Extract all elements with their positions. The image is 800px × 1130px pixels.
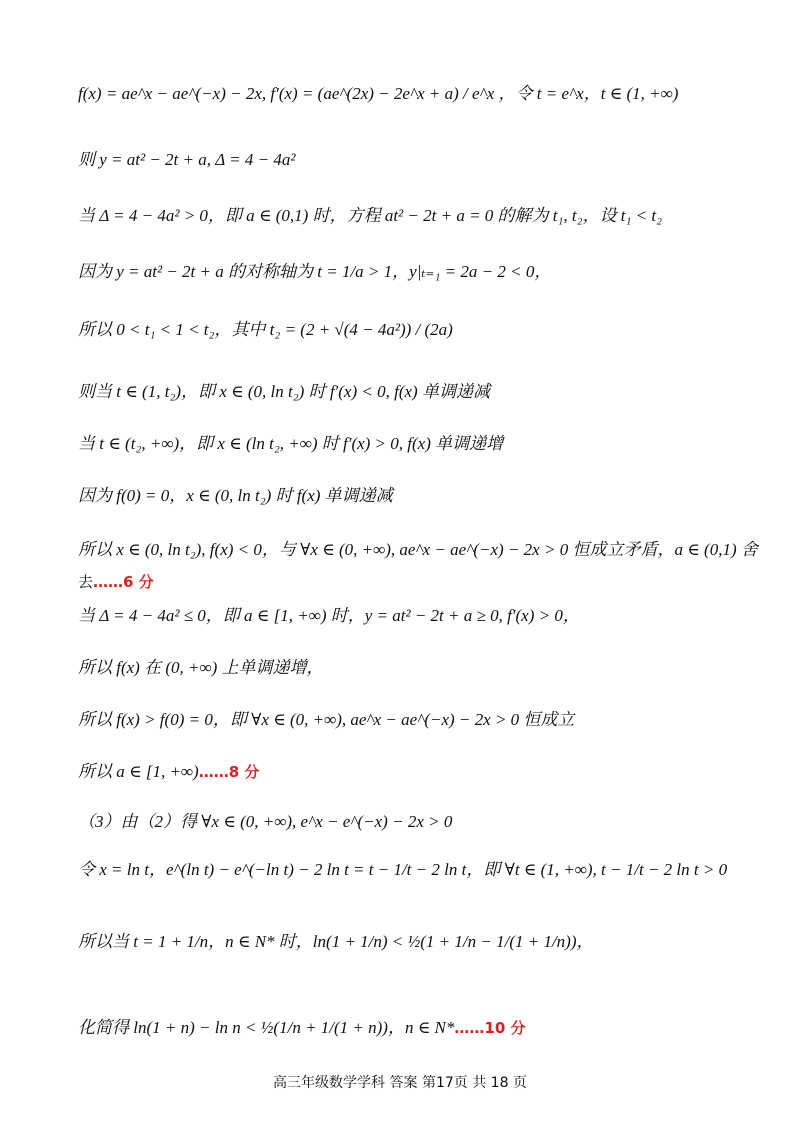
line-text: 令 x = ln t，e^(ln t) − e^(−ln t) − 2 ln t = t − 1/t − 2 ln t，即 ∀t ∈ (1, +∞), t − 1/t − 2 ln t > 0 xyxy=(78,860,728,879)
line-part3 xyxy=(78,810,760,834)
line-holds xyxy=(78,708,760,732)
line-text: 当 t ∈ (t₂, +∞)，即 x ∈ (ln t₂, +∞) 时 f′(x) > 0, f(x) 单调递增 xyxy=(78,434,504,453)
line-simplified xyxy=(78,1016,760,1040)
line-text: f(x) = ae^x − ae^(−x) − 2x, f′(x) = (ae^(2x) − 2e^x + a) / e^x ，令 t = e^x，t ∈ (1, +∞) xyxy=(78,84,679,103)
line-text: 所以 x ∈ (0, ln t₂), f(x) < 0，与 ∀x ∈ (0, +∞), ae^x − ae^(−x) − 2x > 0 恒成立矛盾，a ∈ (0,1) 舍 xyxy=(78,540,758,559)
line-text: 所以当 t = 1 + 1/n，n ∈ N* 时，ln(1 + 1/n) < ½(1 + 1/n − 1/(1 + 1/n))， xyxy=(78,932,594,951)
score-mark: ……8 分 xyxy=(198,763,260,781)
line-text: 因为 f(0) = 0，x ∈ (0, ln t₂) 时 f(x) 单调递减 xyxy=(78,486,393,505)
line-derivative xyxy=(78,82,760,106)
line-inequality xyxy=(78,930,760,954)
line-text: （3）由（2）得 ∀x ∈ (0, +∞), e^x − e^(−x) − 2x > 0 xyxy=(78,812,453,831)
score-mark: ……10 分 xyxy=(454,1019,526,1037)
line-text: 则当 t ∈ (1, t₂)，即 x ∈ (0, ln t₂) 时 f′(x) < 0, f(x) 单调递减 xyxy=(78,382,490,401)
line-quadratic xyxy=(78,148,760,172)
page-footer: 高三年级数学学科 答案 第17页 共 18 页 xyxy=(273,1075,527,1091)
line-monotonic xyxy=(78,656,760,680)
line-conclusion-a xyxy=(78,760,760,784)
line-discriminant-nonpositive xyxy=(78,604,760,628)
line-contradiction xyxy=(78,538,760,562)
line-discriminant-positive xyxy=(78,204,760,228)
line-text: 化简得 ln(1 + n) − ln n < ½(1/n + 1/(1 + n))，n ∈ N* xyxy=(78,1018,455,1037)
line-text: 所以 a ∈ [1, +∞) xyxy=(78,762,199,781)
line-text: 因为 y = at² − 2t + a 的对称轴为 t = 1/a > 1，y|ₜ₌₁ = 2a − 2 < 0， xyxy=(78,262,552,281)
line-decreasing xyxy=(78,380,760,404)
line-substitution xyxy=(78,858,760,882)
line-text: 当 Δ = 4 − 4a² > 0，即 a ∈ (0,1) 时，方程 at² − 2t + a = 0 的解为 t₁, t₂，设 t₁ < t₂ xyxy=(78,206,663,225)
line-text: 所以 f(x) > f(0) = 0，即 ∀x ∈ (0, +∞), ae^x − ae^(−x) − 2x > 0 恒成立 xyxy=(78,710,575,729)
line-increasing xyxy=(78,432,760,456)
line-axis-of-symmetry xyxy=(78,260,760,284)
line-text: 去 xyxy=(78,573,94,591)
line-text: 则 y = at² − 2t + a, Δ = 4 − 4a² xyxy=(78,150,296,169)
line-text: 所以 0 < t₁ < 1 < t₂，其中 t₂ = (2 + √(4 − 4a²)) / (2a) xyxy=(78,320,453,339)
line-text: 所以 f(x) 在 (0, +∞) 上单调递增， xyxy=(78,658,324,677)
line-f0 xyxy=(78,484,760,508)
score-mark: ……6 分 xyxy=(93,573,154,591)
line-discard xyxy=(78,570,760,594)
line-roots xyxy=(78,318,760,342)
line-text: 当 Δ = 4 − 4a² ≤ 0，即 a ∈ [1, +∞) 时，y = at² − 2t + a ≥ 0, f′(x) > 0， xyxy=(78,606,580,625)
